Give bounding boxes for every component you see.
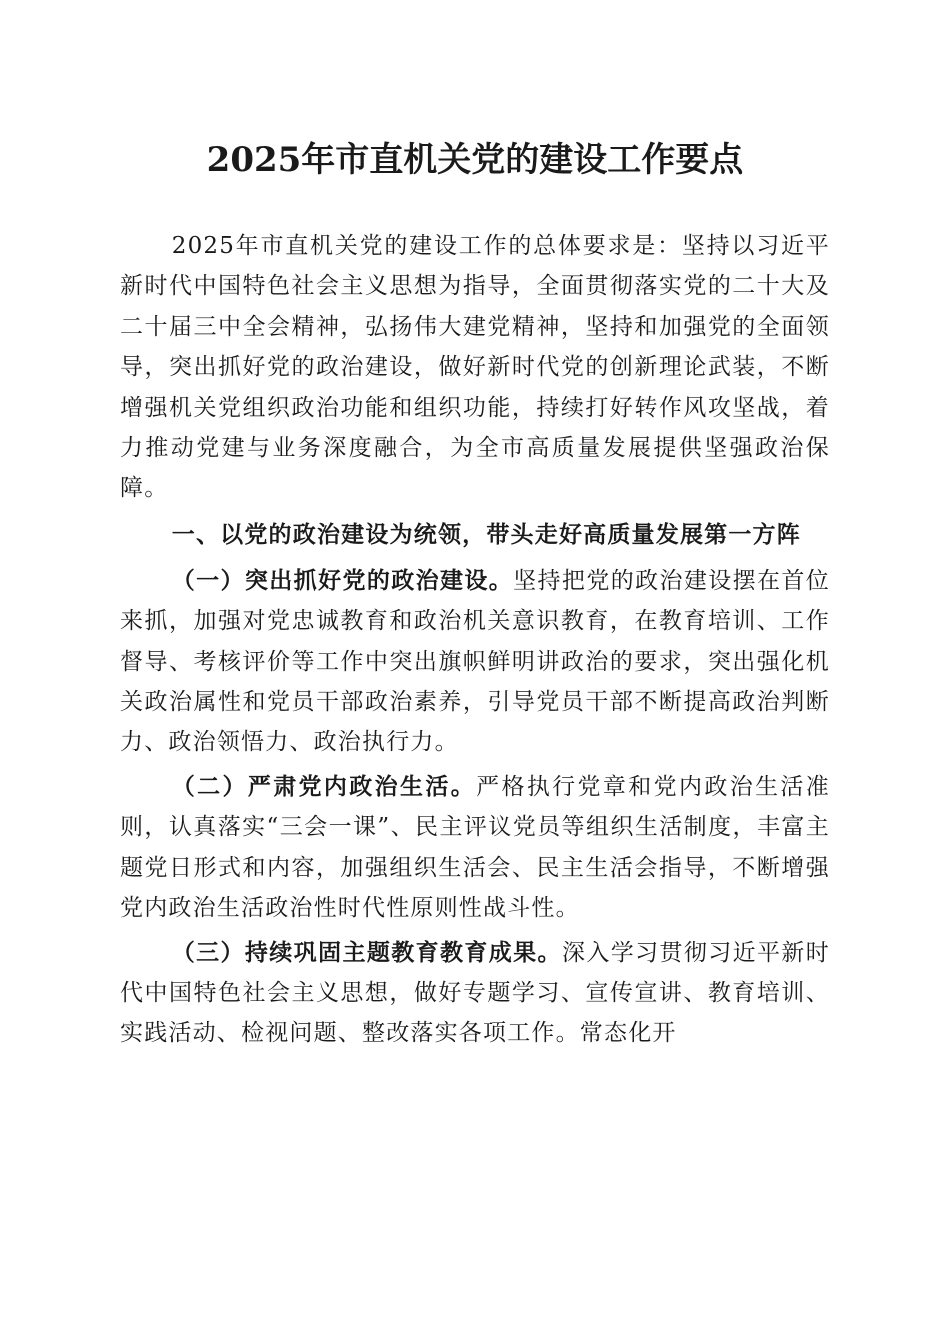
item-text-2: 严格执行党章和党内政治生活准则，认真落实“三会一课”、民主评议党员等组织生活制度，丰富主题党日形式和内容，加强组织生活会、民主生活会指导，不断增强党内政治生活政治性时代性原则性战斗性。 [120,773,830,922]
item-paragraph-3 [120,933,830,1054]
item-paragraph-2 [120,767,830,929]
intro-paragraph: 2025年市直机关党的建设工作的总体要求是：坚持以习近平新时代中国特色社会主义思想为指导，全面贯彻落实党的二十大及二十届三中全会精神，弘扬伟大建党精神，坚持和加强党的全面领导，突出抓好党的政治建设，做好新时代党的创新理论武装，不断增强机关党组织政治功能和组织功能，持续打好转作风攻坚战，着力推动党建与业务深度融合，为全市高质量发展提供坚强政治保障。 [120,233,830,502]
document-title: 2025年市直机关党的建设工作要点 [206,140,744,180]
item-paragraph-1 [120,561,830,763]
item-lead-3: （三）持续巩固主题教育教育成果。 [171,939,562,966]
section-heading-1: 一、以党的政治建设为统领，带头走好高质量发展第一方阵 [171,521,801,548]
item-lead-2: （二）严肃党内政治生活。 [171,773,477,800]
item-lead-1: （一）突出抓好党的政治建设。 [171,567,514,594]
item-text-1: 坚持把党的政治建设摆在首位来抓，加强对党忠诚教育和政治机关意识教育，在教育培训、工作督导、考核评价等工作中突出旗帜鲜明讲政治的要求，突出强化机关政治属性和党员干部政治素养，引导党员干部不断提高政治判断力、政治领悟力、政治执行力。 [120,567,830,756]
document-body [120,226,830,1054]
item-text-3: 深入学习贯彻习近平新时代中国特色社会主义思想，做好专题学习、宣传宣讲、教育培训、实践活动、检视问题、整改落实各项工作。常态化开 [120,939,831,1047]
